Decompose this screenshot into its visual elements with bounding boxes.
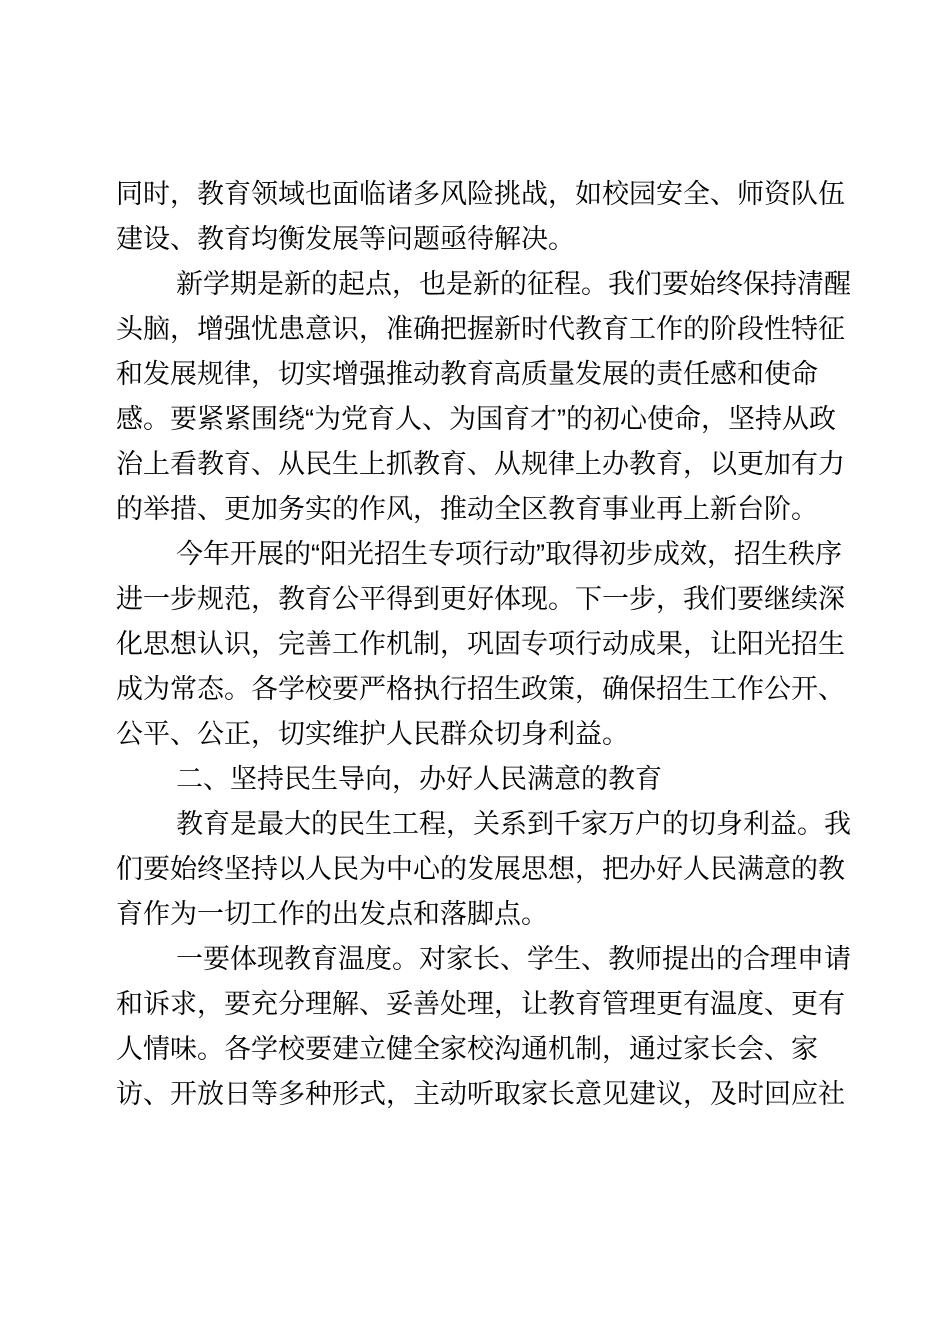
text-line: 头脑，增强忧患意识，准确把握新时代教育工作的阶段性特征 bbox=[116, 314, 845, 344]
text-line: 感。要紧紧围绕“为党育人、为国育才”的初心使命，坚持从政 bbox=[116, 404, 836, 434]
text-line: 和诉求，要充分理解、妥善处理，让教育管理更有温度、更有 bbox=[116, 989, 845, 1019]
text-line: 的举措、更加务实的作风，推动全区教育事业再上新台阶。 bbox=[116, 494, 818, 524]
heading-line: 二、坚持民生导向，办好人民满意的教育 bbox=[176, 764, 662, 794]
text-line: 治上看教育、从民生上抓教育、从规律上办教育，以更加有力 bbox=[116, 449, 845, 479]
heading-section-2 bbox=[116, 757, 845, 802]
para-risk-challenges bbox=[116, 172, 845, 262]
text-line: 进一步规范，教育公平得到更好体现。下一步，我们要继续深 bbox=[116, 584, 845, 614]
text-line: 同时，教育领域也面临诸多风险挑战，如校园安全、师资队伍 bbox=[116, 179, 845, 209]
para-new-semester bbox=[116, 262, 851, 532]
text-line: 今年开展的“阳光招生专项行动”取得初步成效，招生秩序 bbox=[176, 539, 842, 569]
text-line: 人情味。各学校要建立健全家校沟通机制，通过家长会、家 bbox=[116, 1034, 818, 1064]
para-livelihood-project bbox=[116, 802, 851, 937]
document-content bbox=[116, 172, 851, 1117]
text-line: 教育是最大的民生工程，关系到千家万户的切身利益。我 bbox=[176, 809, 851, 839]
text-line: 建设、教育均衡发展等问题亟待解决。 bbox=[116, 224, 575, 254]
para-education-warmth bbox=[116, 937, 851, 1117]
text-line: 们要始终坚持以人民为中心的发展思想，把办好人民满意的教 bbox=[116, 854, 845, 884]
text-line: 访、开放日等多种形式，主动听取家长意见建议，及时回应社 bbox=[116, 1079, 845, 1109]
text-line: 和发展规律，切实增强推动教育高质量发展的责任感和使命 bbox=[116, 359, 818, 389]
text-line: 育作为一切工作的出发点和落脚点。 bbox=[116, 899, 548, 929]
text-line: 公平、公正，切实维护人民群众切身利益。 bbox=[116, 719, 629, 749]
para-sunshine-enrollment bbox=[116, 532, 845, 757]
text-line: 新学期是新的起点，也是新的征程。我们要始终保持清醒 bbox=[176, 269, 851, 299]
text-line: 成为常态。各学校要严格执行招生政策，确保招生工作公开、 bbox=[116, 674, 845, 704]
text-line: 一要体现教育温度。对家长、学生、教师提出的合理申请 bbox=[176, 944, 851, 974]
text-line: 化思想认识，完善工作机制，巩固专项行动成果，让阳光招生 bbox=[116, 629, 845, 659]
